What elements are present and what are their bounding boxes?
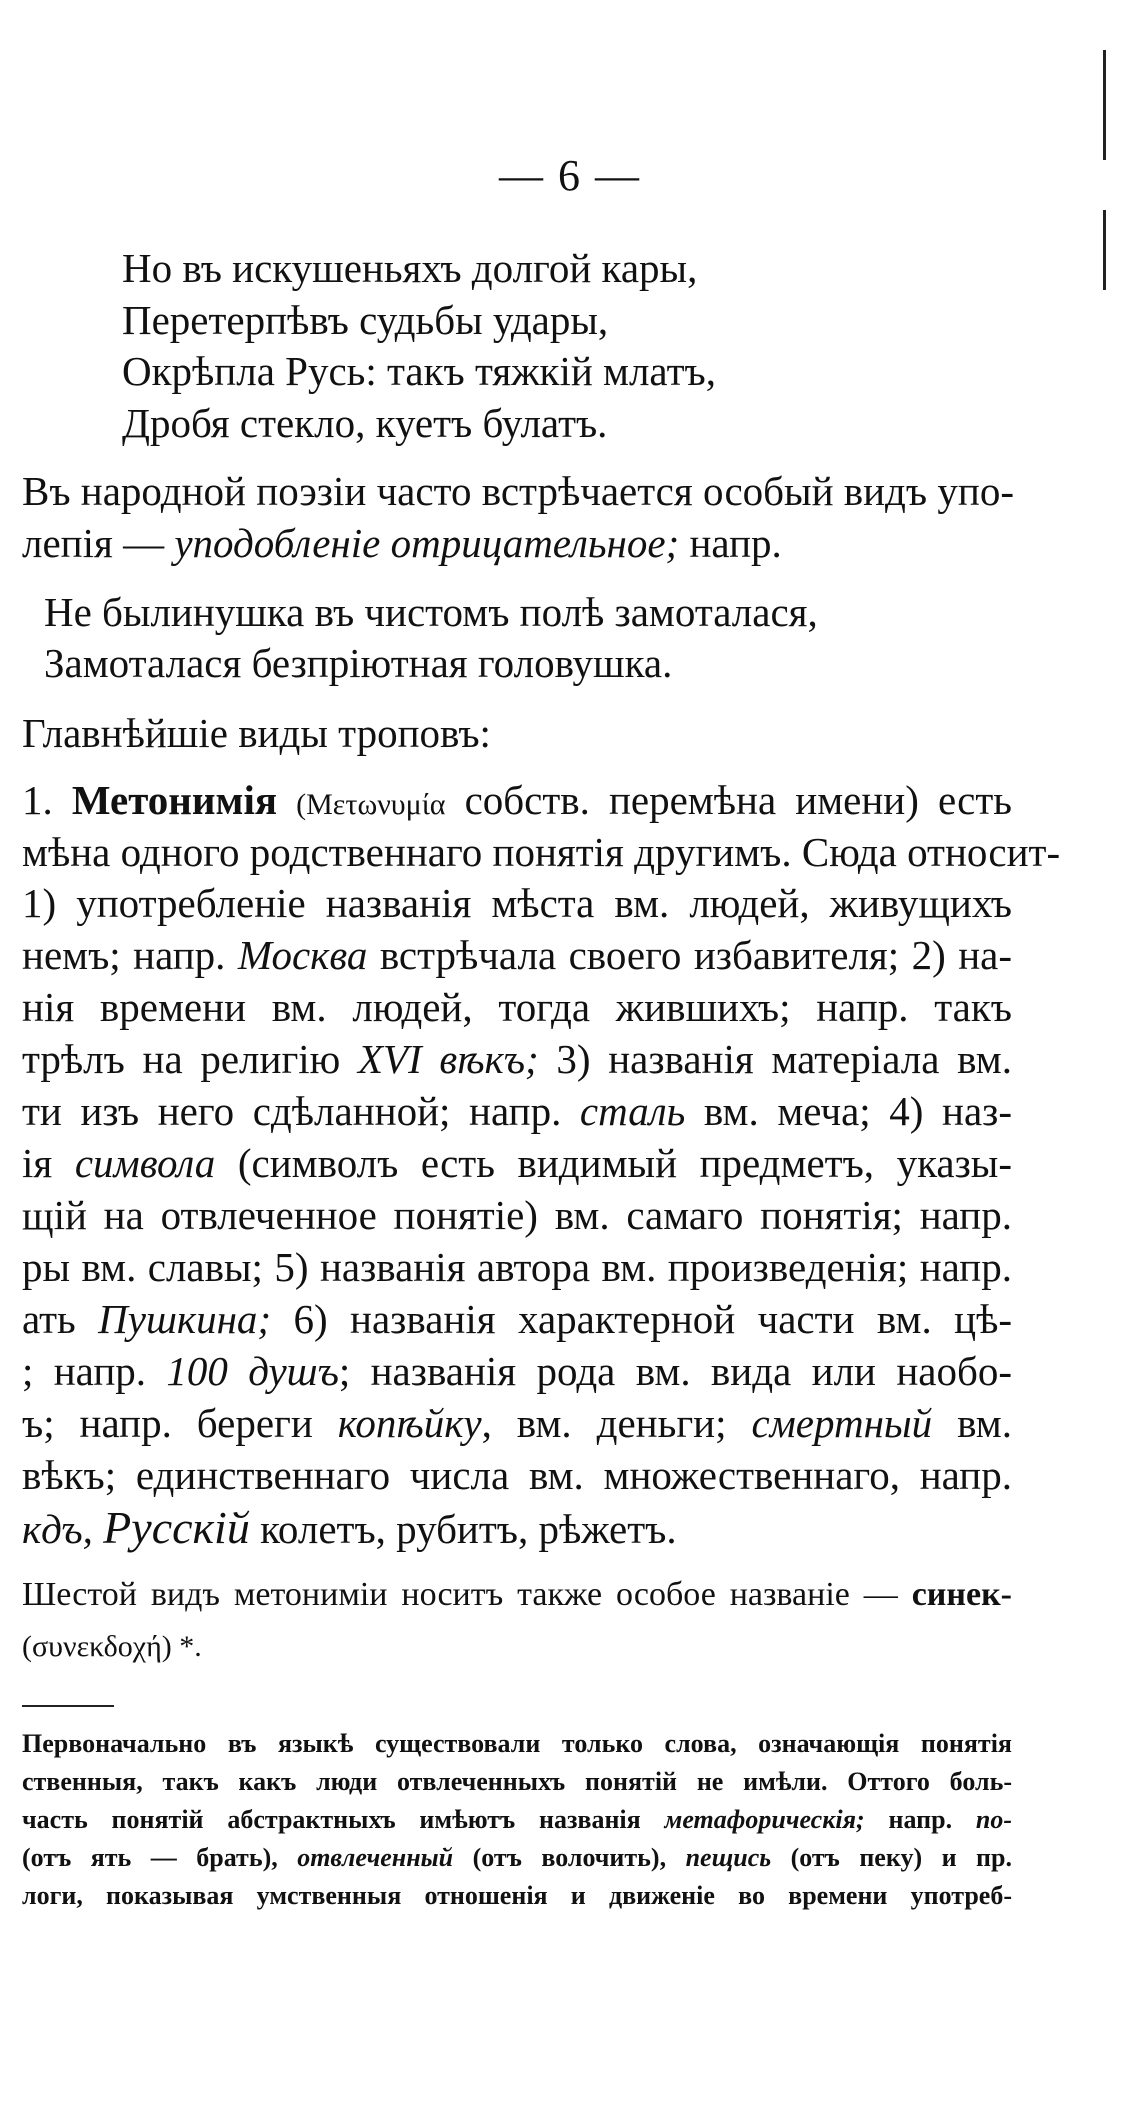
verse-line: Перетерпѣвъ судьбы удары, (122, 297, 609, 343)
paragraph-line: кдъ, Русскій колетъ, рубитъ, рѣжетъ. (22, 1502, 677, 1553)
verse-line: Не былинушка въ чистомъ полѣ замоталася, (44, 589, 818, 635)
paragraph-line: немъ; напр. Москва встрѣчала своего избавителя; 2) на- (22, 932, 1013, 978)
paragraph-line: нія времени вм. людей, тогда жившихъ; напр. такъ (22, 984, 1012, 1030)
page-edge-line (1103, 210, 1106, 290)
page-number: — 6 — (499, 151, 641, 200)
paragraph-line: мѣна одного родственнаго понятія другимъ. Сюда относит- (22, 829, 1061, 875)
paragraph-line: ія символа (символъ есть видимый предметъ, указы- (22, 1140, 1013, 1186)
paragraph-line: ти изъ него сдѣланной; напр. сталь вм. меча; 4) наз- (22, 1088, 1012, 1134)
page-edge-line (1103, 50, 1106, 160)
term-metonymy: Метонимія (71, 777, 278, 823)
paragraph-line: Въ народной поэзіи часто встрѣчается особый видъ упо- (22, 468, 1014, 514)
paragraph-line: ; напр. 100 душъ; названія рода вм. вида или наобо- (22, 1348, 1012, 1394)
footnote-line: (отъ ять — брать), отвлеченный (отъ волочить), пещись (отъ пеку) и пр. (22, 1843, 1012, 1872)
paragraph-line: трѣлъ на религію XVI вѣкъ; 3) названія матеріала вм. (22, 1036, 1012, 1082)
footnote-separator (22, 1705, 114, 1707)
term-synecdoche: синек- (911, 1576, 1012, 1613)
section-heading: Главнѣйшіе виды троповъ: (22, 710, 491, 756)
paragraph-line: вѣкъ; единственнаго числа вм. множественнаго, напр. (22, 1452, 1012, 1498)
verse-line: Замоталася безпріютная головушка. (44, 640, 673, 686)
paragraph-line: лепія — уподобленіе отрицательное; напр. (22, 520, 782, 566)
paragraph-line: ать Пушкина; 6) названія характерной части вм. цѣ- (22, 1296, 1012, 1342)
paragraph-line: 1) употребленіе названія мѣста вм. людей, живущихъ (22, 880, 1012, 926)
verse-line: Окрѣпла Русь: такъ тяжкій млатъ, (122, 348, 716, 394)
verse-line: Но въ искушеньяхъ долгой кары, (122, 245, 698, 291)
paragraph-line: 1. Метонимія (Μετωνυμία собств. перемѣна имени) есть (22, 777, 1012, 823)
paragraph-line: ъ; напр. береги копѣйку, вм. деньги; смертный вм. (22, 1400, 1013, 1446)
footnote-line: Первоначально въ языкѣ существовали только слова, означающія понятія (22, 1729, 1012, 1758)
term-negative-simile: уподобленіе отрицательное; (174, 520, 680, 566)
paragraph-line: щій на отвлеченное понятіе) вм. самаго понятія; напр. (22, 1192, 1012, 1238)
paragraph-line: (συνεκδοχή) *. (22, 1630, 202, 1663)
paragraph-line: ры вм. славы; 5) названія автора вм. произведенія; напр. (22, 1244, 1012, 1290)
verse-line: Дробя стекло, куетъ булатъ. (122, 400, 608, 446)
footnote-line: часть понятій абстрактныхъ имѣютъ названія метафорическія; напр. по- (22, 1805, 1012, 1834)
footnote-line: логи, показывая умственныя отношенія и движеніе во времени употреб- (22, 1881, 1012, 1910)
footnote-line: ственныя, такъ какъ люди отвлеченныхъ понятій не имѣли. Оттого боль- (22, 1767, 1012, 1796)
paragraph-line: Шестой видъ метонимiи носитъ также особое названіе — синек- (22, 1576, 1012, 1613)
